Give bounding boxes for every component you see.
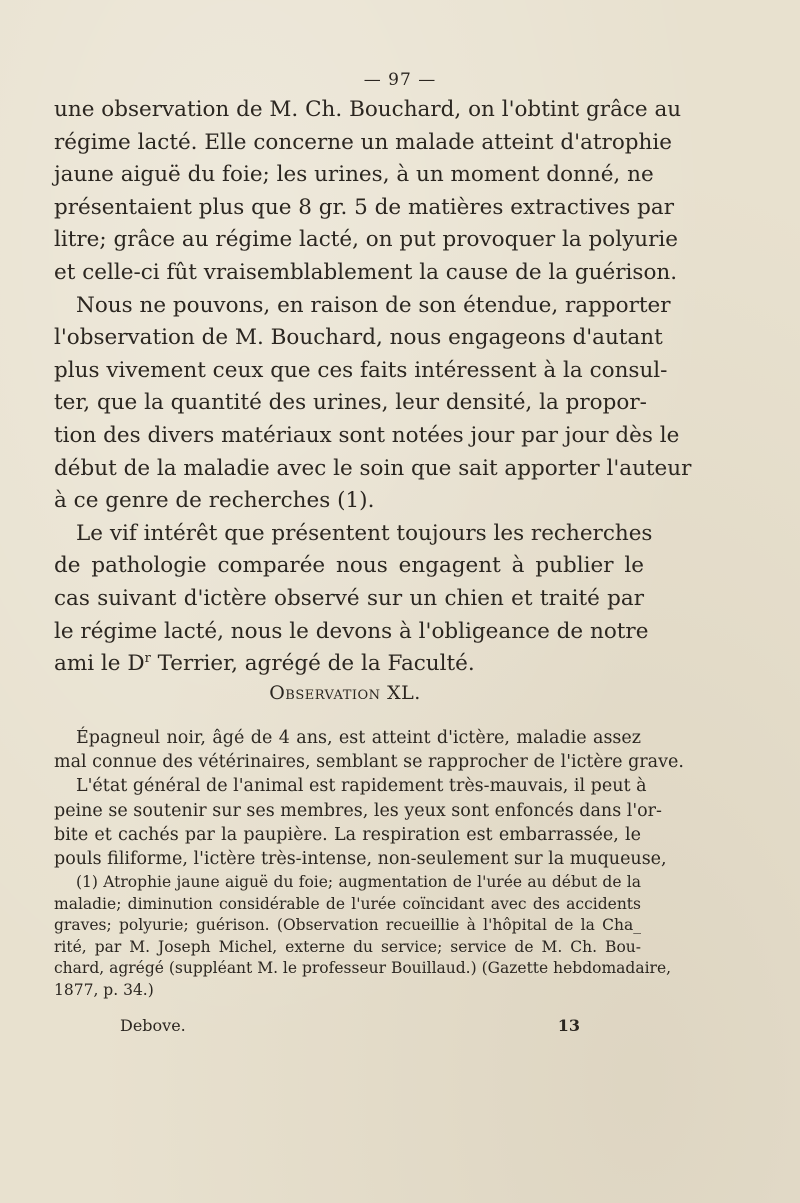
author-name: Debove.: [120, 1016, 186, 1035]
footnote-line: graves; polyurie; guérison. (Observation recueillie à l'hôpital de la Cha_: [54, 916, 641, 935]
observation-heading: Observation XL.: [269, 682, 421, 704]
footnote-line: chard, agrégé (suppléant M. le professeur Bouillaud.) (Gazette hebdomadaire,: [54, 959, 672, 978]
text-line: régime lacté. Elle concerne un malade atteint d'atrophie: [54, 129, 672, 155]
text-line: peine se soutenir sur ses membres, les yeux sont enfoncés dans l'or-: [54, 800, 662, 821]
text-line: litre; grâce au régime lacté, on put provoquer la polyurie: [54, 227, 678, 253]
text-line: pouls filiforme, l'ictère très-intense, non-seulement sur la muqueuse,: [54, 849, 667, 870]
text-line: tion des divers matériaux sont notées jour par jour dès le: [54, 422, 680, 448]
text-line: cas suivant d'ictère observé sur un chien et traité par: [54, 585, 644, 611]
main-text: [54, 94, 692, 681]
footnote-line: (1) Atrophie jaune aiguë du foie; augmentation de l'urée au début de la: [76, 873, 641, 891]
text-line: ter, que la quantité des urines, leur densité, la propor-: [54, 390, 647, 416]
text-line: à ce genre de recherches (1).: [54, 488, 375, 514]
text-line: jaune aiguë du foie; les urines, à un moment donné, ne: [54, 162, 654, 188]
text-fragment: ami le D: [54, 651, 145, 677]
text-line: Épagneul noir, âgé de 4 ans, est atteint d'ictère, maladie assez: [76, 728, 641, 748]
text-line: bite et cachés par la paupière. La respiration est embarrassée, le: [54, 824, 641, 845]
footnote-line: maladie; diminution considérable de l'urée coïncidant avec des accidents: [54, 894, 641, 913]
text-line: présentaient plus que 8 gr. 5 de matières extractives par: [54, 194, 675, 220]
text-line: Nous ne pouvons, en raison de son étendue, rapporter: [76, 292, 671, 318]
text-line: et celle-ci fût vraisemblablement la cause de la guérison.: [54, 259, 678, 285]
footnote-line: 1877, p. 34.): [54, 980, 154, 999]
text-line: une observation de M. Ch. Bouchard, on l'obtint grâce au: [54, 97, 682, 122]
footnote-line: rité, par M. Joseph Michel, externe du service; service de M. Ch. Bou-: [54, 937, 641, 956]
text-line: [54, 648, 644, 681]
text-line: le régime lacté, nous le devons à l'obligeance de notre: [54, 618, 649, 644]
text-line: début de la maladie avec le soin que sait apporter l'auteur: [54, 455, 692, 481]
text-line: de pathologie comparée nous engagent à publier le: [54, 553, 644, 579]
text-line: mal connue des vétérinaires, semblant se rapprocher de l'ictère grave.: [54, 752, 684, 773]
text-fragment: Terrier, agrégé de la Faculté.: [150, 651, 475, 677]
sheet-number: 13: [557, 1016, 580, 1035]
text-line: plus vivement ceux que ces faits intéressent à la consul-: [54, 357, 668, 383]
text-line: L'état général de l'animal est rapidement très-mauvais, il peut à: [76, 776, 647, 797]
text-line: l'observation de M. Bouchard, nous engageons d'autant: [54, 325, 663, 351]
page-number-header: — 97 —: [363, 70, 437, 90]
footnote: [54, 872, 672, 1002]
superscript: r: [144, 650, 151, 666]
text-line: Le vif intérêt que présentent toujours les recherches: [76, 520, 653, 546]
observation-text: [54, 726, 684, 871]
